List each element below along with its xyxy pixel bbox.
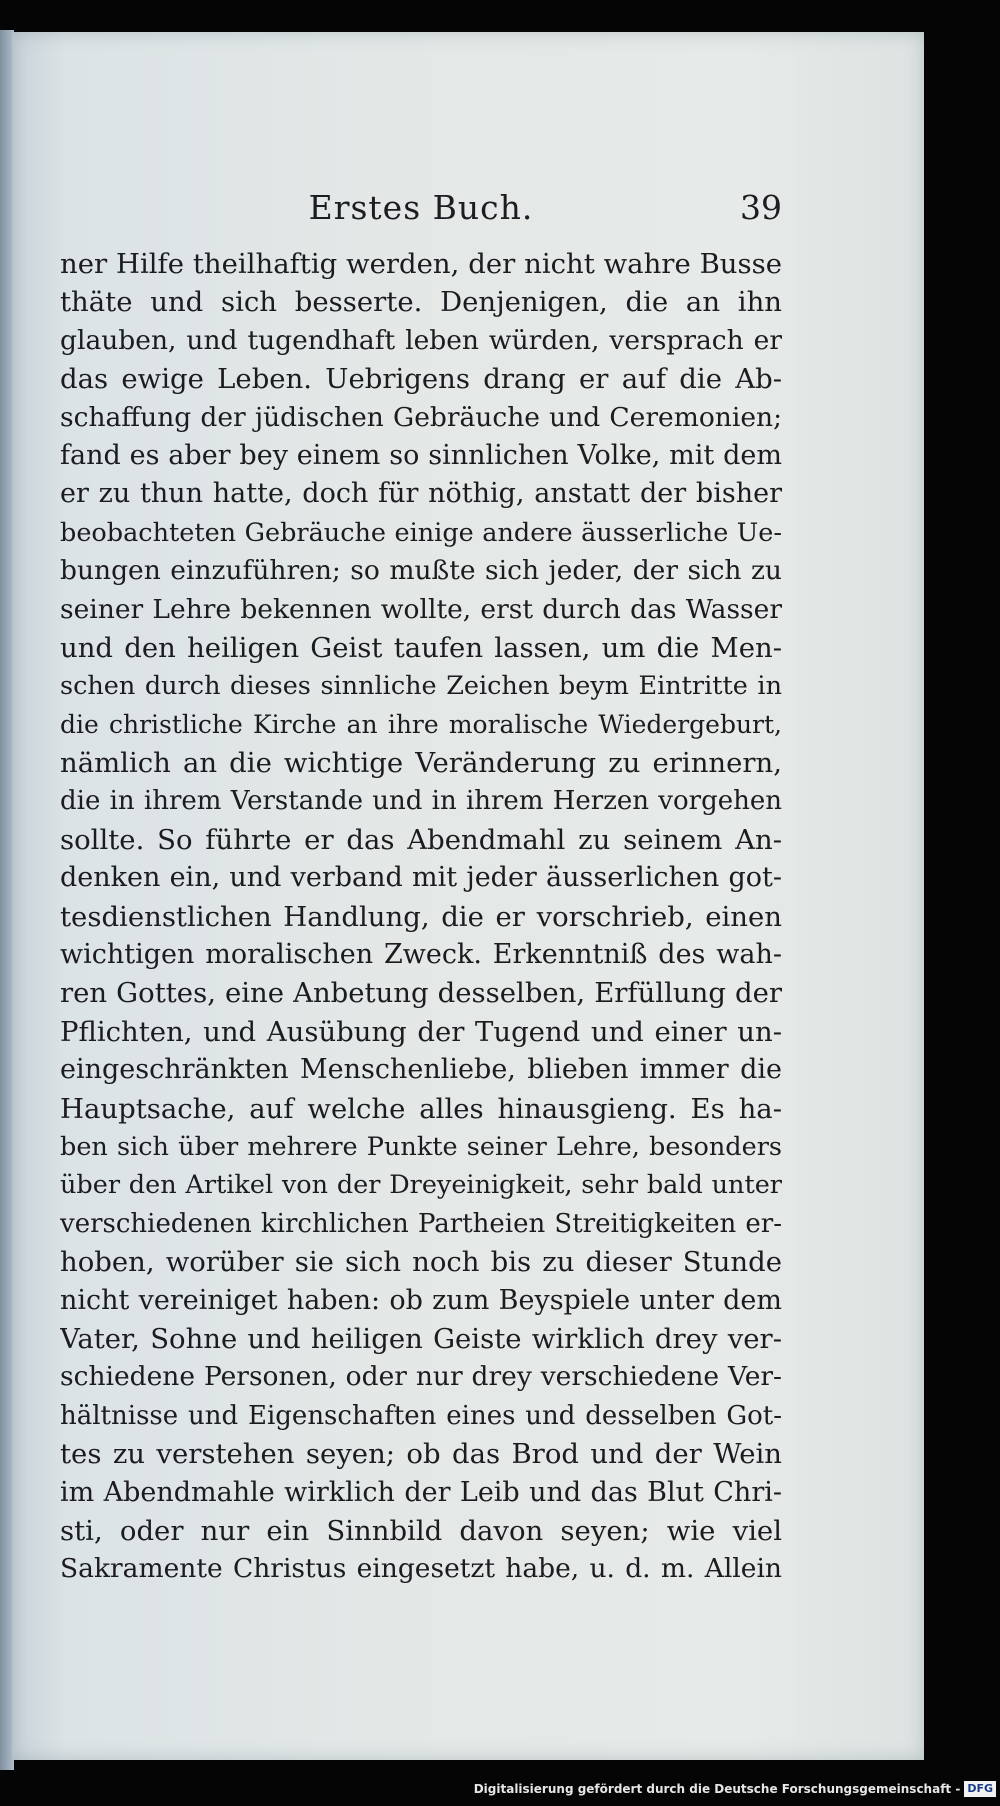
text-line: und den heiligen Geist taufen lassen, um die Men- (60, 631, 782, 664)
text-line: ben sich über mehrere Punkte seiner Lehre, besonders (60, 1131, 782, 1162)
page-header (60, 184, 782, 232)
text-line: er zu thun hatte, doch für nöthig, anstatt der bisher (60, 478, 782, 510)
text-line: hoben, worüber sie sich noch bis zu dieser Stunde (60, 1246, 782, 1279)
text-line: die in ihrem Verstande und in ihrem Herzen vorgehen (60, 786, 782, 817)
text-line: fand es aber bey einem so sinnlichen Volke, mit dem (60, 439, 782, 471)
text-line: sollte. So führte er das Abendmahl zu seinem An- (60, 823, 782, 856)
book-page (12, 32, 924, 1760)
text-line: denken ein, und verband mit jeder äusserlichen got- (60, 862, 782, 894)
text-line: verschiedenen kirchlichen Partheien Streitigkeiten er- (60, 1208, 782, 1239)
text-line: nämlich an die wichtige Veränderung zu erinnern, (60, 747, 782, 780)
running-title: Erstes Buch. (308, 188, 534, 227)
text-line: nicht vereiniget haben: ob zum Beyspiele unter dem (60, 1284, 782, 1316)
text-line: Vater, Sohne und heiligen Geiste wirklich drey ver- (60, 1322, 782, 1355)
text-line: ner Hilfe theilhaftig werden, der nicht wahre Busse (60, 248, 782, 280)
text-line: beobachteten Gebräuche einige andere äusserliche Ue- (60, 517, 782, 548)
text-line: hältnisse und Eigenschaften eines und desselben Got- (60, 1400, 782, 1431)
text-line: glauben, und tugendhaft leben würden, versprach er (60, 324, 782, 356)
text-line: tes zu verstehen seyen; ob das Brod und der Wein (60, 1438, 782, 1471)
text-line: über den Artikel von der Dreyeinigkeit, sehr bald unter (60, 1170, 782, 1201)
text-line: die christliche Kirche an ihre moralische Wiedergeburt, (60, 709, 782, 739)
text-line: bungen einzuführen; so mußte sich jeder, der sich zu (60, 555, 782, 587)
text-line: Hauptsache, auf welche alles hinausgieng. Es ha- (60, 1092, 782, 1125)
text-line: seiner Lehre bekennen wollte, erst durch das Wasser (60, 593, 782, 625)
digitization-footer (474, 1778, 996, 1800)
text-line: eingeschränkten Menschenliebe, blieben immer die (60, 1054, 782, 1086)
text-line: das ewige Leben. Uebrigens drang er auf die Ab- (60, 363, 782, 396)
funding-credit: Digitalisierung gefördert durch die Deutsche Forschungsgemeinschaft - (473, 1782, 961, 1796)
text-line: Pflichten, und Ausübung der Tugend und einer un- (60, 1015, 782, 1048)
text-line: schaffung der jüdischen Gebräuche und Ceremonien; (60, 401, 782, 433)
dfg-logo-icon: DFG (964, 1781, 996, 1797)
text-line: thäte und sich besserte. Denjenigen, die an ihn (60, 286, 782, 319)
body-text (60, 245, 782, 1589)
text-line: schen durch dieses sinnliche Zeichen beym Eintritte in (60, 671, 782, 702)
text-line: ren Gottes, eine Anbetung desselben, Erfüllung der (60, 977, 782, 1010)
text-line: sti, oder nur ein Sinnbild davon seyen; wie viel (60, 1514, 782, 1547)
text-line: wichtigen moralischen Zweck. Erkenntniß des wah- (60, 939, 782, 971)
page-number: 39 (740, 188, 782, 227)
text-line: Sakramente Christus eingesetzt habe, u. d. m. Allein (60, 1553, 782, 1585)
text-line: tesdienstlichen Handlung, die er vorschrieb, einen (60, 900, 782, 933)
text-line: schiedene Personen, oder nur drey verschiedene Ver- (60, 1361, 782, 1393)
text-line: im Abendmahle wirklich der Leib und das Blut Chri- (60, 1476, 782, 1508)
